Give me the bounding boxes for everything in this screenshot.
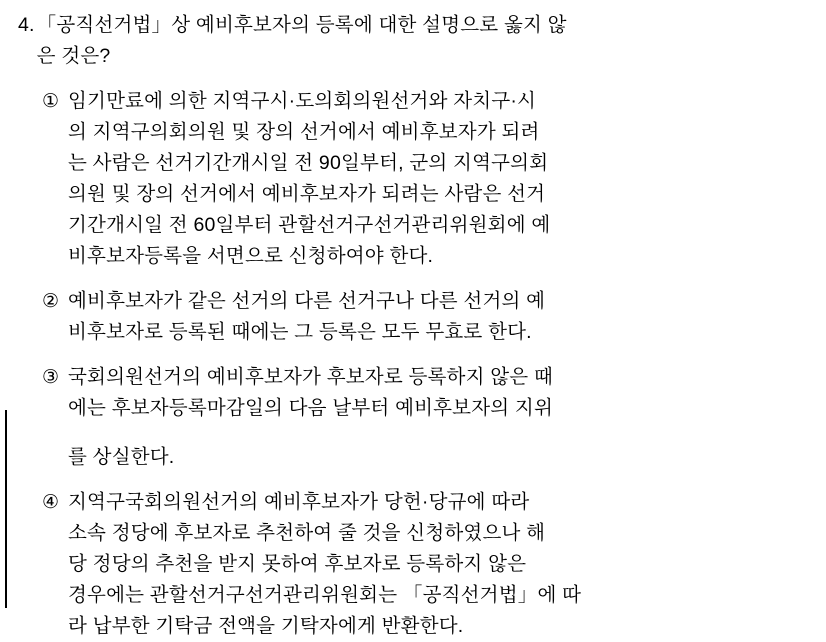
choice-marker-2: ② <box>42 291 60 312</box>
choice-line: 경우에는 관할선거구선거관리위원회는 「공직선거법」에 따 <box>68 584 582 606</box>
choice-list <box>18 86 796 642</box>
choice-item-4[interactable] <box>18 487 796 642</box>
choice-item-1[interactable] <box>18 86 796 272</box>
choice-marker-3: ③ <box>42 367 60 388</box>
choice-line: 에는 후보자등록마감일의 다음 날부터 예비후보자의 지위 <box>68 397 553 419</box>
choice-body-1 <box>68 86 796 272</box>
choice-line: 의원 및 장의 선거에서 예비후보자가 되려는 사람은 선거 <box>68 183 546 205</box>
choice-body-2 <box>68 286 796 348</box>
choice-item-2[interactable] <box>18 286 796 348</box>
choice-line: 국회의원선거의 예비후보자가 후보자로 등록하지 않은 때 <box>68 366 553 388</box>
choice-marker-4: ④ <box>42 492 60 513</box>
choice-line: 비후보자로 등록된 때에는 그 등록은 모두 무효로 한다. <box>68 321 532 343</box>
choice-line: 라 납부한 기탁금 전액을 기탁자에게 반환한다. <box>68 615 464 637</box>
choice-line: 는 사람은 선거기간개시일 전 90일부터, 군의 지역구의회 <box>68 152 549 174</box>
choice-line: 비후보자등록을 서면으로 신청하여야 한다. <box>68 245 434 267</box>
choice-body-3 <box>68 362 796 473</box>
question-line: 은 것은? <box>36 45 111 67</box>
choice-line: 지역구국회의원선거의 예비후보자가 당헌·당규에 따라 <box>68 491 530 513</box>
question-text <box>37 10 796 72</box>
choice-body-4 <box>68 487 796 642</box>
choice-line: 임기만료에 의한 지역구시·도의회의원선거와 자치구·시 <box>68 90 537 112</box>
question-line: 「공직선거법」상 예비후보자의 등록에 대한 설명으로 옳지 않 <box>36 14 567 36</box>
choice-line: 당 정당의 추천을 받지 못하여 후보자로 등록하지 않은 <box>68 553 527 575</box>
choice-line: 소속 정당에 후보자로 추천하여 줄 것을 신청하였으나 해 <box>68 522 546 544</box>
choice-line: 의 지역구의회의원 및 장의 선거에서 예비후보자가 되려 <box>68 121 540 143</box>
choice-item-3[interactable] <box>18 362 796 473</box>
choice-marker-1: ① <box>42 91 60 112</box>
page-margin-rule <box>5 410 7 608</box>
question-block <box>18 10 796 72</box>
question-number: 4. <box>18 14 35 36</box>
choice-line: 를 상실한다. <box>68 446 175 468</box>
choice-line: 예비후보자가 같은 선거의 다른 선거구나 다른 선거의 예 <box>68 290 546 312</box>
choice-line: 기간개시일 전 60일부터 관할선거구선거관리위원회에 예 <box>68 214 551 236</box>
